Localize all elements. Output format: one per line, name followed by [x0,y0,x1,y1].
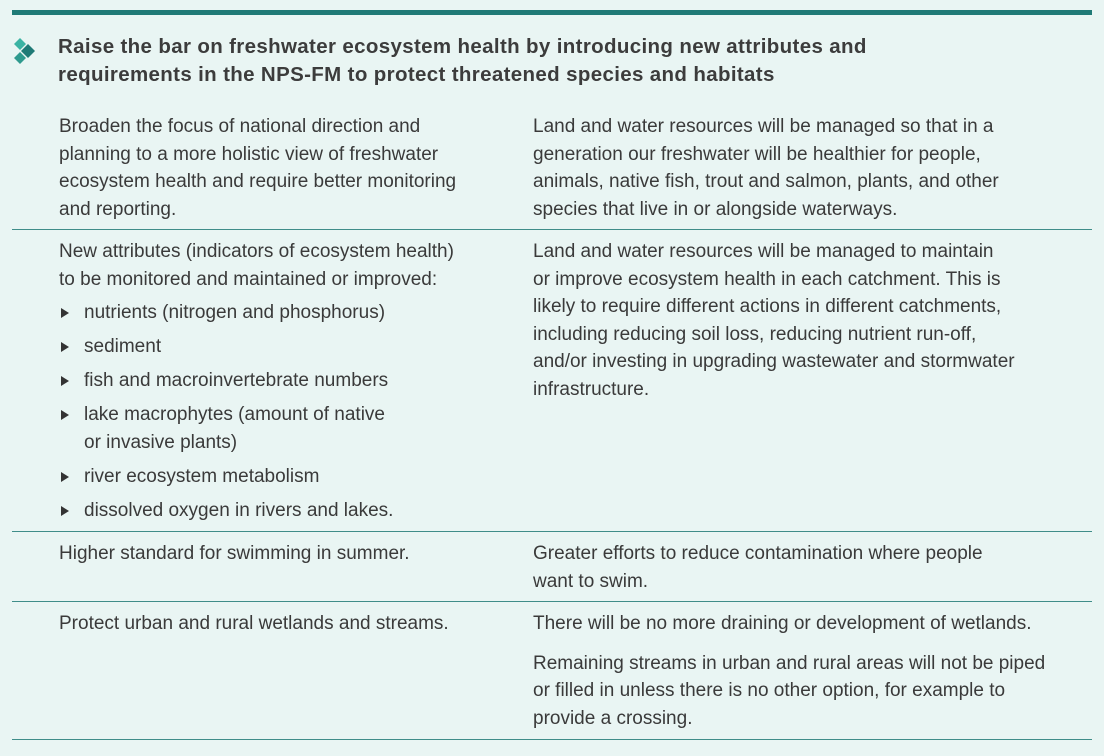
text-line: Remaining streams in urban and rural areas will not be piped [533,652,1046,674]
text-line: generation our freshwater will be healthier for people, [533,143,981,165]
text-line: likely to require different actions in different catchments, [533,296,1002,317]
list-item [59,367,509,395]
list-item-text: river ecosystem metabolism [84,465,320,487]
row-divider [12,531,1092,532]
row-divider [12,229,1092,230]
list-item-text: or invasive plants) [84,431,238,453]
list-item-text: dissolved oxygen in rivers and lakes. [84,499,394,521]
table-row [12,610,1092,735]
text-line: to be monitored and maintained or improved: [59,268,438,290]
triangle-bullet-icon [61,506,69,516]
paragraph-gap [533,638,1083,650]
diamond-bullet-icon [11,37,37,65]
list-item-text: fish and macroinvertebrate numbers [84,370,389,391]
outcome-cell [533,113,1083,223]
triangle-bullet-icon [61,376,69,386]
text-line: ecosystem health and require better monitoring [59,171,457,192]
triangle-bullet-icon [61,410,69,420]
text-line: Broaden the focus of national direction and [59,116,421,137]
triangle-bullet-icon [61,308,69,318]
text-line: or filled in unless there is no other option, for example to [533,680,1006,701]
text-line: including reducing soil loss, reducing nutrient run-off, [533,323,977,345]
text-line: want to swim. [533,570,649,592]
outcome-cell [533,610,1083,732]
row-divider [12,601,1092,602]
text-line: There will be no more draining or development of wetlands. [533,613,1032,634]
triangle-bullet-icon [61,472,69,482]
outcome-cell [533,238,1083,403]
list-item [59,299,509,327]
list-item [59,401,509,456]
text-line: infrastructure. [533,378,650,400]
text-line: Land and water resources will be managed so that in a [533,116,994,137]
outcome-cell [533,540,1083,595]
policy-cell [59,540,509,568]
list-item-text: sediment [84,336,162,357]
list-item [59,463,509,491]
top-accent-bar [12,10,1092,15]
text-line: Land and water resources will be managed to maintain [533,241,994,262]
heading-line-2: requirements in the NPS-FM to protect threatened species and habitats [58,63,775,86]
list-item [59,333,509,361]
attribute-list [59,299,509,524]
policy-cell [59,113,509,223]
text-line: planning to a more holistic view of freshwater [59,143,439,165]
policy-cell [59,610,509,638]
text-line: New attributes (indicators of ecosystem health) [59,241,454,262]
triangle-bullet-icon [61,342,69,352]
section-heading [58,33,1078,89]
text-line: and reporting. [59,198,177,220]
text-line: Greater efforts to reduce contamination where people [533,543,983,564]
row-divider [12,739,1092,740]
policy-cell [59,238,509,531]
text-line: and/or investing in upgrading wastewater and stormwater [533,351,1015,372]
text-line: animals, native fish, trout and salmon, plants, and other [533,171,999,192]
table-row [12,238,1092,528]
text-line: or improve ecosystem health in each catchment. This is [533,268,1001,290]
text-line: Higher standard for swimming in summer. [59,543,410,564]
text-line: Protect urban and rural wetlands and streams. [59,613,449,634]
list-item [59,497,509,525]
table-row [12,540,1092,596]
heading-line-1: Raise the bar on freshwater ecosystem health by introducing new attributes and [58,35,867,58]
text-line: provide a crossing. [533,707,693,729]
text-line: species that live in or alongside waterways. [533,198,898,220]
table-row [12,113,1092,223]
list-item-text: lake macrophytes (amount of native [84,404,385,425]
list-item-text: nutrients (nitrogen and phosphorus) [84,302,386,323]
